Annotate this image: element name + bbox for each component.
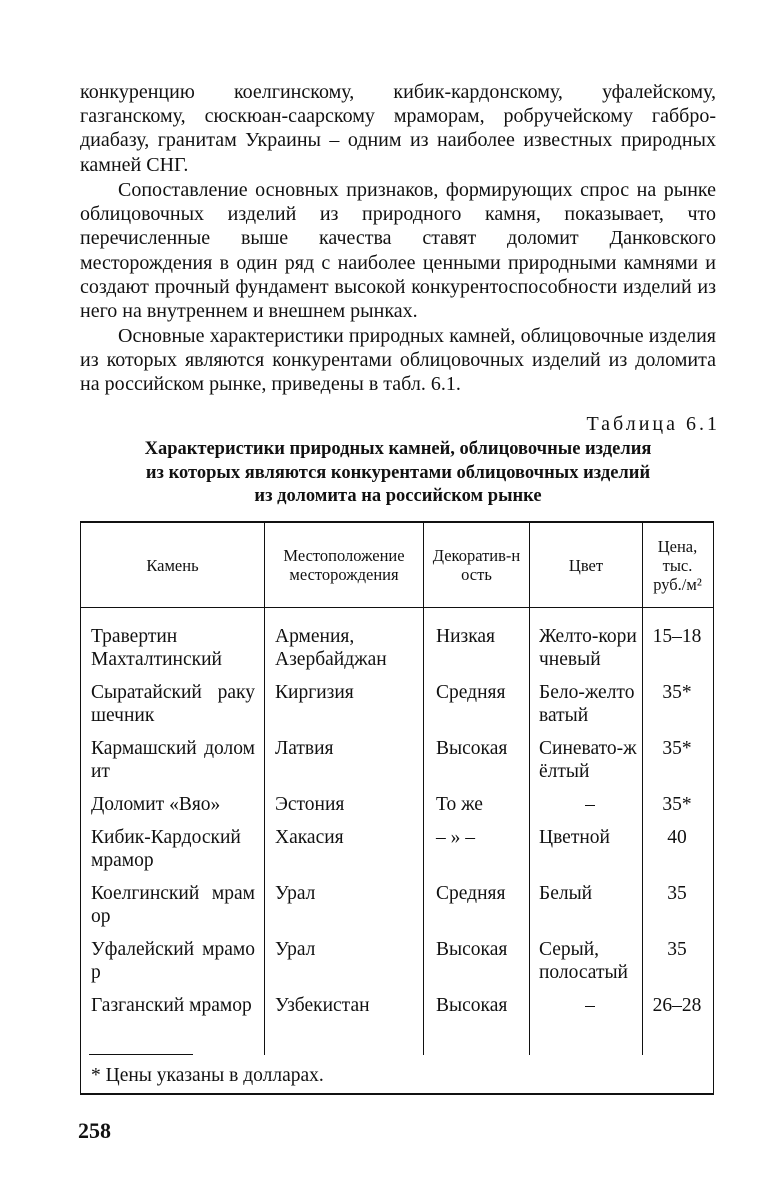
footnote-rule bbox=[89, 1054, 193, 1055]
paragraph-3: Основные характеристики природных камней, облицовочные изделия из которых являются конкурентами облицовочных изделий из доломита на российском рынке, приведены в табл. 6.1. bbox=[80, 325, 716, 396]
cell-color: Синевато-жёлтый bbox=[539, 738, 637, 782]
cell-stone: Газганский мрамор bbox=[91, 995, 252, 1016]
caption-line-2: из которых являются конкурентами облицовочных изделий bbox=[145, 462, 651, 483]
cell-location: Урал bbox=[275, 939, 316, 960]
cell-location: Киргизия bbox=[275, 682, 354, 703]
cell-color: Желто-коричневый bbox=[539, 626, 637, 670]
header-price: Цена, тыс. руб./м² bbox=[653, 536, 702, 594]
paragraph-2: Сопоставление основных признаков, формирующих спрос на рынке облицовочных изделий из природного камня, показывает, что перечисленные выше качества ставят доломит Данковского месторождения в один ряд с наиболее ценными природными камнями и создают прочный фундамент высокой конкурентоспособности изделий из него на внутреннем и внешнем рынках. bbox=[80, 179, 716, 323]
cell-location: Урал bbox=[275, 883, 316, 904]
cell-stone: Кибик-Кардоский мрамор bbox=[91, 827, 241, 871]
page-number: 258 bbox=[78, 1118, 111, 1143]
cell-stone: Доломит «Вяо» bbox=[91, 794, 221, 815]
cell-decorativeness: Средняя bbox=[436, 883, 506, 904]
cell-price: 35 bbox=[667, 939, 687, 960]
caption-line-1: Характеристики природных камней, облицовочные изделия bbox=[144, 439, 652, 459]
cell-location: Армения, Азербайджан bbox=[275, 626, 387, 670]
cell-decorativeness: Низкая bbox=[436, 626, 496, 647]
cell-price: 35* bbox=[662, 738, 692, 759]
cell-color: – bbox=[585, 794, 595, 815]
cell-color: Бело-желтоватый bbox=[539, 682, 635, 726]
cell-stone: Сыратайский ракушечник bbox=[91, 682, 255, 726]
cell-price: 15–18 bbox=[652, 626, 702, 647]
cell-price: 35* bbox=[662, 794, 692, 815]
cell-price: 35 bbox=[667, 883, 687, 904]
paragraph-1: конкуренцию коелгинскому, кибик-кардонскому, уфалейскому, газганскому, сюскюан-саарскому мраморам, робручейскому габбро-диабазу, гранитам Украины – одним из наиболее известных природных камней СНГ. bbox=[80, 81, 716, 176]
cell-stone: Уфалейский мрамор bbox=[91, 939, 255, 983]
header-rule bbox=[81, 607, 713, 608]
cell-price: 26–28 bbox=[652, 995, 702, 1016]
cell-decorativeness: – » – bbox=[436, 827, 475, 848]
cell-price: 35* bbox=[662, 682, 692, 703]
cell-decorativeness: Средняя bbox=[436, 682, 506, 703]
table-caption bbox=[80, 438, 716, 509]
header-stone: Камень bbox=[146, 555, 199, 575]
cell-color: Цветной bbox=[539, 827, 610, 848]
cell-decorativeness: Высокая bbox=[436, 939, 508, 960]
cell-stone: Травертин Махталтинский bbox=[91, 626, 222, 670]
caption-line-3: из доломита на российском рынке bbox=[254, 486, 542, 506]
cell-decorativeness: Высокая bbox=[436, 738, 508, 759]
cell-location: Узбекистан bbox=[275, 995, 370, 1016]
table-number: Таблица 6.1 bbox=[586, 413, 720, 435]
header-decorativeness: Декоратив-ность bbox=[432, 546, 521, 584]
cell-decorativeness: То же bbox=[436, 794, 483, 815]
cell-price: 40 bbox=[667, 827, 687, 848]
cell-color: Белый bbox=[539, 883, 593, 904]
cell-location: Эстония bbox=[275, 794, 345, 815]
cell-color: – bbox=[585, 995, 595, 1016]
table-footnote: * Цены указаны в долларах. bbox=[91, 1065, 324, 1086]
cell-color: Серый, полосатый bbox=[539, 939, 628, 983]
header-location: Местоположение месторождения bbox=[283, 546, 405, 584]
cell-decorativeness: Высокая bbox=[436, 995, 508, 1016]
header-color: Цвет bbox=[568, 555, 604, 575]
cell-location: Хакасия bbox=[275, 827, 344, 848]
cell-location: Латвия bbox=[275, 738, 334, 759]
cell-stone: Коелгинский мрамор bbox=[91, 883, 255, 927]
cell-stone: Кармашский доломит bbox=[91, 738, 255, 782]
stone-table bbox=[80, 521, 714, 1095]
